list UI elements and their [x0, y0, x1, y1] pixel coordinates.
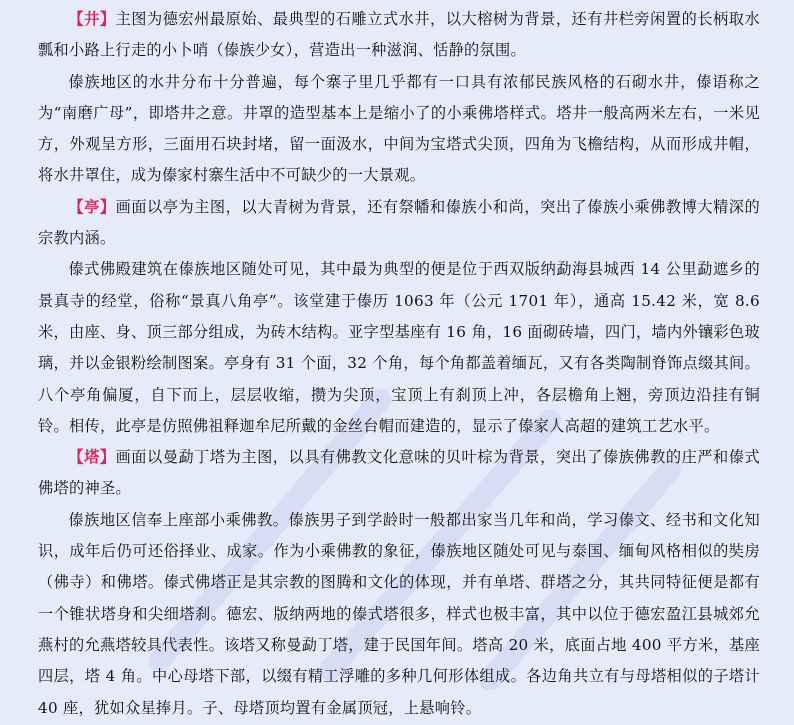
- pavilion-intro-paragraph: [38, 192, 760, 255]
- well-tag: 【井】: [68, 10, 116, 28]
- pagoda-intro-text: 画面以曼勐丁塔为主图，以具有佛教文化意味的贝叶棕为背景，突出了傣族佛教的庄严和傣式佛塔的神圣。: [38, 448, 760, 498]
- pavilion-tag: 【亭】: [68, 197, 116, 216]
- pavilion-intro-text: 画面以亭为主图，以大青树为背景，还有祭幡和傣族小和尚，突出了傣族小乘佛教博大精深的宗教内涵。: [38, 197, 760, 248]
- pagoda-intro-paragraph: [38, 442, 760, 505]
- well-body-paragraph: 傣族地区的水井分布十分普遍，每个寨子里几乎都有一口具有浓郁民族风格的石砌水井，傣语称之为“南磨广母”，即塔井之意。井罩的造型基本上是缩小了的小乘佛塔样式。塔井一般高两米左右，一米见方，外观呈方形，三面用石块封堵，留一面汲水，中间为宝塔式尖顶，四角为飞檐结构，从而形成井帽，将水井罩住，成为傣家村寨生活中不可缺少的一大景观。: [38, 72, 760, 185]
- well-intro-text: 主图为德宏州最原始、最典型的石雕立式水井，以大榕树为背景，还有井栏旁闲置的长柄取水瓢和小路上行走的小卜哨（傣族少女），营造出一种滋润、恬静的氛围。: [38, 10, 760, 60]
- pagoda-body-paragraph: 傣族地区信奉上座部小乘佛教。傣族男子到学龄时一般都出家当几年和尚，学习傣文、经书和文化知识，成年后仍可还俗择业、成家。作为小乘佛教的象征，傣族地区随处可见与泰国、缅甸风格相似的奘房（佛寺）和佛塔。傣式佛塔正是其宗教的图腾和文化的体现，并有单塔、群塔之分，其共同特征便是都有一个锥状塔身和尖细塔刹。德宏、版纳两地的傣式塔很多，样式也极丰富，其中以位于德宏盈江县城郊允燕村的允燕塔较具代表性。该塔又称曼勐丁塔，建于民国年间。塔高 20 米，底面占地 400 平方米，基座四层，塔 4 角。中心母塔下部，以缀有精工浮雕的多种几何形体组成。各边角共立有与母塔相似的子塔计 40 座，犹如众星捧月。子、母塔顶均置有金属顶冠，上悬响铃。: [38, 510, 760, 717]
- pavilion-body-paragraph: 傣式佛殿建筑在傣族地区随处可见，其中最为典型的便是位于西双版纳勐海县城西 14 公里勐遮乡的景真寺的经堂，俗称“景真八角亭”。该堂建于傣历 1063 年（公元 1701 年），通高 15.42 米，宽 8.6 米，由座、身、顶三部分组成，为砖木结构。亚字型基座有 16 角，16 面砌砖墙，四门，墙内外镶彩色玻璃，并以金银粉绘制图案。亭身有 31 个面，32 个角，每个角都盖着缅瓦，又有各类陶制脊饰点缀其间。八个亭角偏厦，自下而上，层层收缩，攒为尖顶，宝顶上有刹顶上冲，各层檐角上翘，旁顶边沿挂有铜铃。相传，此亭是仿照佛祖释迦牟尼所戴的金丝台帽而建造的，显示了傣家人高超的建筑工艺水平。: [38, 260, 760, 435]
- well-intro-paragraph: [38, 4, 760, 67]
- pagoda-tag: 【塔】: [68, 448, 116, 467]
